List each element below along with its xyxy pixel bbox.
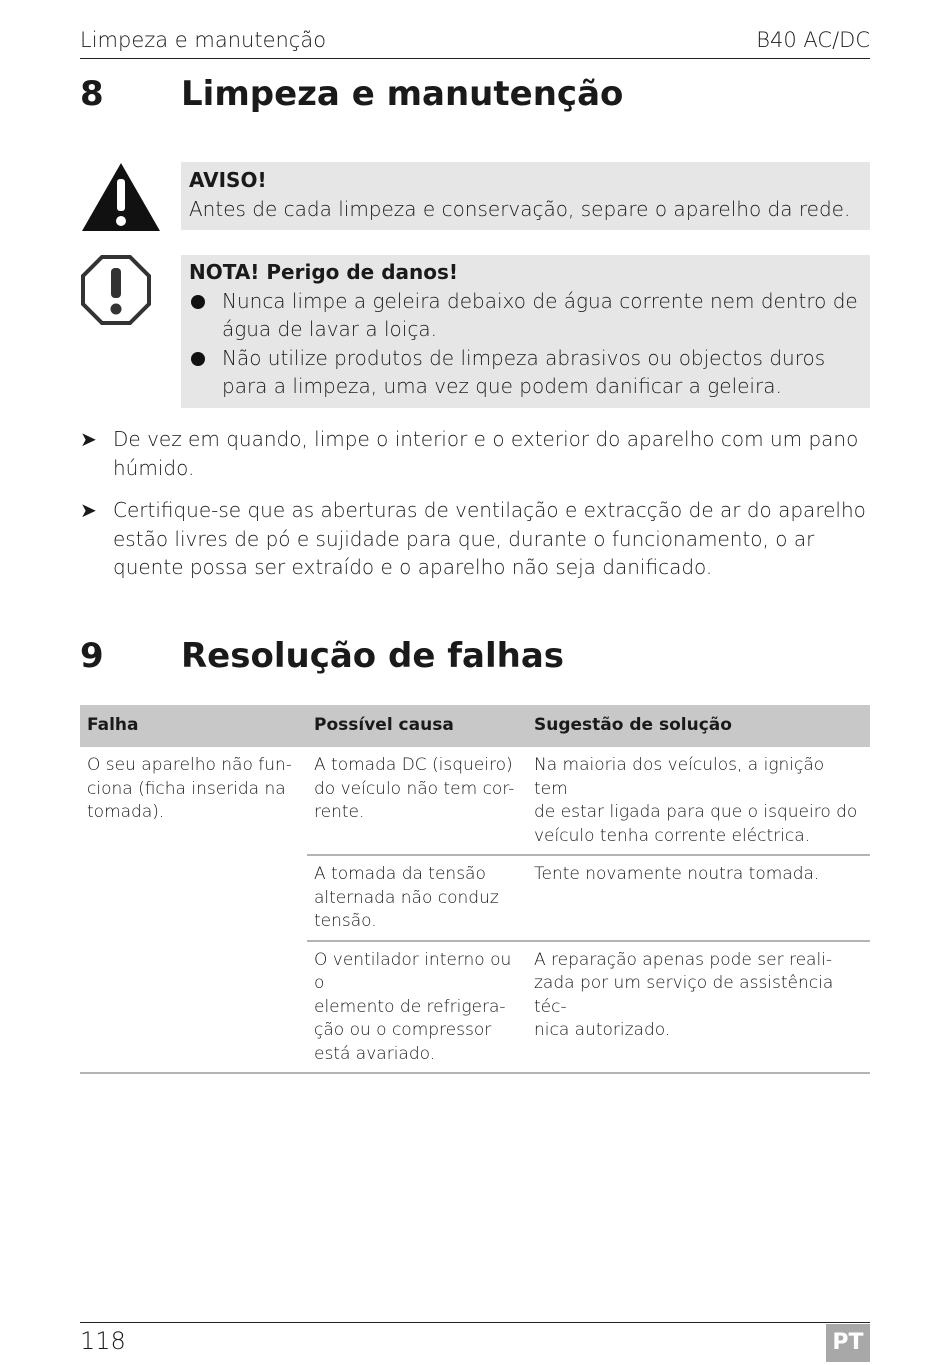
- section-8-heading: [80, 74, 870, 118]
- troubleshooting-table: [80, 705, 870, 1074]
- warning-title: AVISO!: [189, 168, 267, 192]
- column-header-fault: Falha: [80, 705, 307, 747]
- note-box: [181, 255, 870, 408]
- section-title: Limpeza e manutenção: [181, 74, 624, 114]
- header-model-name: B40 AC/DC: [756, 28, 870, 52]
- cause-cell: A tomada DC (isqueiro) do veículo não tem cor- rente.: [307, 747, 527, 855]
- note-bullet-text: Não utilize produtos de limpeza abrasivos ou objectos duros para a limpeza, uma vez que podem danificar a geleira.: [222, 345, 826, 398]
- table-row: [80, 747, 870, 855]
- solution-cell: Tente novamente noutra tomada.: [527, 855, 870, 941]
- step-text: De vez em quando, limpe o interior e o exterior do aparelho com um pano húmido.: [113, 427, 859, 480]
- solution-cell: Na maioria dos veículos, a ignição tem de estar ligada para que o isqueiro do veículo tenha corrente eléctrica.: [527, 747, 870, 855]
- note-bullet: [189, 344, 862, 401]
- section-9-heading: [80, 636, 870, 680]
- cause-cell: O ventilador interno ou o elemento de refrigera- ção ou o compressor está avariado.: [307, 941, 527, 1074]
- warning-text: Antes de cada limpeza e conservação, separe o aparelho da rede.: [189, 196, 851, 221]
- note-bullet: [189, 287, 862, 344]
- warning-triangle-icon: [80, 161, 162, 233]
- instruction-step: [80, 496, 870, 582]
- note-bullet-list: [189, 287, 862, 401]
- cause-cell: A tomada da tensão alternada não conduz tensão.: [307, 855, 527, 941]
- language-badge: PT: [826, 1324, 870, 1362]
- page-number: 118: [80, 1327, 126, 1355]
- bullet-dot-icon: [191, 295, 205, 309]
- instruction-step: [80, 425, 870, 482]
- running-header: [80, 26, 870, 59]
- column-header-cause: Possível causa: [307, 705, 527, 747]
- footer-rule: [80, 1322, 870, 1323]
- solution-cell: A reparação apenas pode ser reali- zada por um serviço de assistência téc- nica autorizado.: [527, 941, 870, 1074]
- page: [80, 0, 870, 1365]
- warning-box: [181, 162, 870, 230]
- notice-octagon-icon: [80, 254, 152, 326]
- bullet-dot-icon: [191, 352, 205, 366]
- step-arrow-icon: ➤: [80, 427, 97, 451]
- step-arrow-icon: ➤: [80, 498, 97, 522]
- table-header-row: [80, 705, 870, 747]
- fault-cell: O seu aparelho não fun- ciona (ficha inserida na tomada).: [80, 747, 307, 1073]
- section-number: 8: [80, 74, 104, 114]
- note-title: NOTA! Perigo de danos!: [189, 260, 459, 284]
- note-bullet-text: Nunca limpe a geleira debaixo de água corrente nem dentro de água de lavar a loiça.: [222, 288, 858, 341]
- section-title: Resolução de falhas: [181, 636, 564, 676]
- header-chapter-title: Limpeza e manutenção: [80, 28, 327, 52]
- section-number: 9: [80, 636, 104, 676]
- column-header-solution: Sugestão de solução: [527, 705, 870, 747]
- step-text: Certifique-se que as aberturas de ventilação e extracção de ar do aparelho estão livres de pó e sujidade para que, durante o funcionamento, o ar quente possa ser extraído e o aparelho não seja danificado.: [113, 498, 866, 579]
